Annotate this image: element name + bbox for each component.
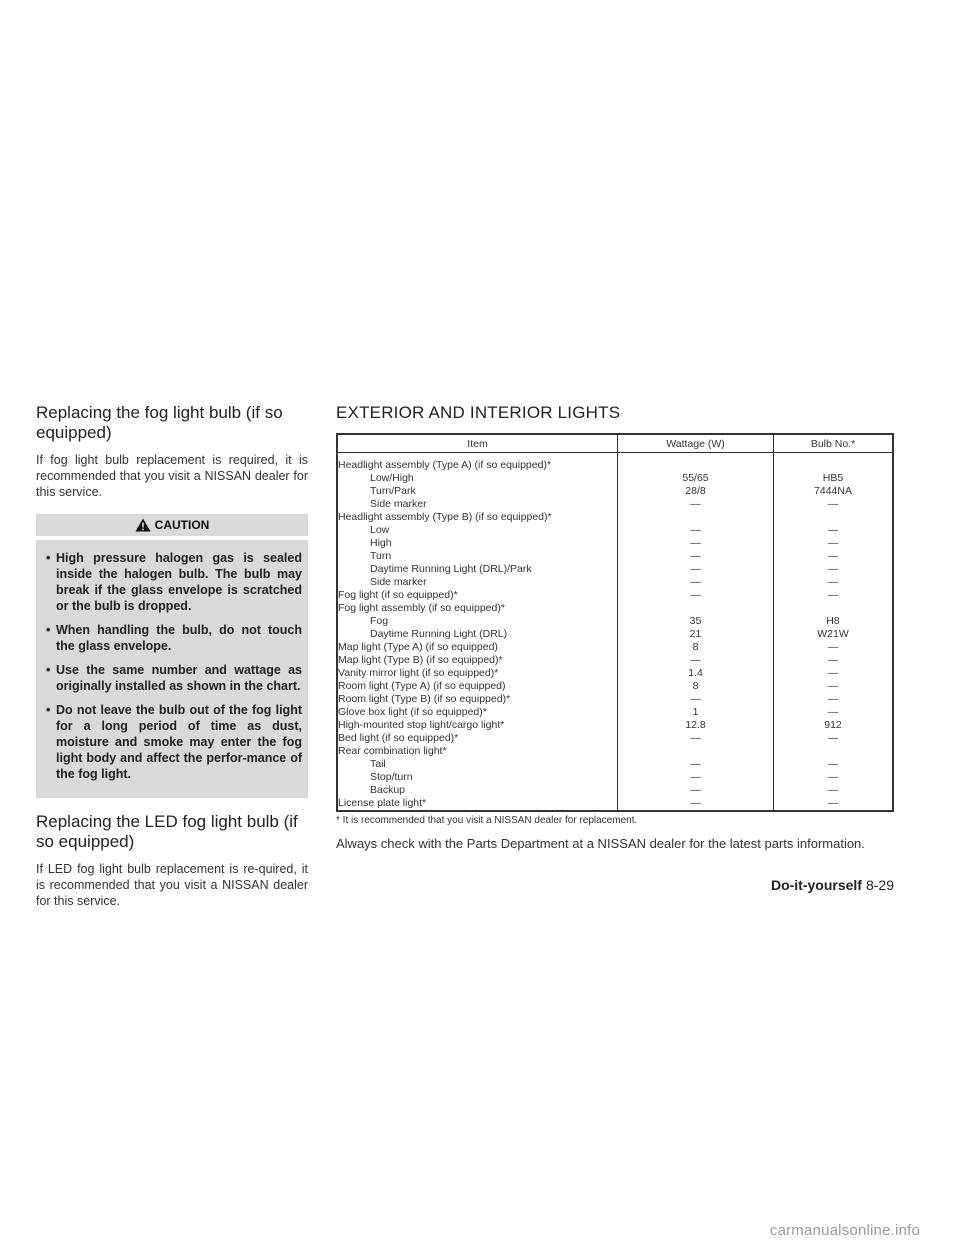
cell-bulb-no: — xyxy=(774,537,894,550)
table-row xyxy=(337,641,893,654)
table-row xyxy=(337,719,893,732)
cell-item: Low xyxy=(370,524,390,536)
table-row xyxy=(337,511,893,524)
cell-wattage xyxy=(618,511,774,524)
table-row xyxy=(337,654,893,667)
led-bulb-text: If LED fog light bulb replacement is re-quired, it is recommended that you visit a NISSAN dealer for this service. xyxy=(36,862,308,908)
table-row xyxy=(337,537,893,550)
cell-item: Glove box light (if so equipped)* xyxy=(338,706,487,718)
page-number: 8-29 xyxy=(865,877,894,893)
table-row xyxy=(337,615,893,628)
column-header-wattage: Wattage (W) xyxy=(618,434,774,453)
cell-bulb-no: — xyxy=(774,797,894,811)
cell-item: Low/High xyxy=(370,472,414,484)
fog-bulb-heading: Replacing the fog light bulb (if so equipped) xyxy=(36,403,283,442)
cell-item: Bed light (if so equipped)* xyxy=(338,732,459,744)
caution-header xyxy=(36,514,308,540)
cell-wattage: — xyxy=(618,563,774,576)
cell-item: Headlight assembly (Type B) (if so equipped)* xyxy=(338,511,552,523)
cell-bulb-no: — xyxy=(774,732,894,745)
cell-bulb-no: — xyxy=(774,576,894,589)
table-row xyxy=(337,706,893,719)
footer-section: Do-it-yourself xyxy=(770,877,862,893)
cell-bulb-no: — xyxy=(774,667,894,680)
table-row xyxy=(337,589,893,602)
table-row xyxy=(337,784,893,797)
cell-item: Room light (Type A) (if so equipped) xyxy=(338,680,506,692)
cell-wattage: 55/65 xyxy=(618,472,774,485)
cell-wattage: 1 xyxy=(618,706,774,719)
cell-item: Map light (Type B) (if so equipped)* xyxy=(338,654,503,666)
table-row xyxy=(337,459,893,472)
section-title: EXTERIOR AND INTERIOR LIGHTS xyxy=(336,403,621,422)
caution-box xyxy=(36,514,308,798)
table-row xyxy=(337,667,893,680)
table-row xyxy=(337,745,893,758)
cell-wattage: — xyxy=(618,771,774,784)
cell-bulb-no: — xyxy=(774,641,894,654)
cell-wattage: 8 xyxy=(618,680,774,693)
bulb-table-body xyxy=(337,453,893,812)
cell-item: Turn/Park xyxy=(370,485,416,497)
cell-bulb-no xyxy=(774,459,894,472)
cell-item: Side marker xyxy=(370,498,427,510)
page-footer xyxy=(771,877,894,893)
warning-icon xyxy=(135,518,151,532)
cell-wattage: — xyxy=(618,693,774,706)
cell-wattage xyxy=(618,602,774,615)
cell-wattage: — xyxy=(618,537,774,550)
table-row xyxy=(337,563,893,576)
cell-wattage: — xyxy=(618,576,774,589)
cell-item: Turn xyxy=(370,550,392,562)
table-row xyxy=(337,576,893,589)
cell-bulb-no xyxy=(774,745,894,758)
cell-item: Fog light assembly (if so equipped)* xyxy=(338,602,505,614)
cell-bulb-no: — xyxy=(774,550,894,563)
cell-bulb-no: — xyxy=(774,693,894,706)
cell-wattage: — xyxy=(618,797,774,811)
cell-bulb-no: HB5 xyxy=(774,472,894,485)
right-column xyxy=(336,403,896,852)
cell-item: Map light (Type A) (if so equipped) xyxy=(338,641,498,653)
cell-bulb-no: — xyxy=(774,758,894,771)
column-header-bulb: Bulb No.* xyxy=(774,434,894,453)
cell-bulb-no: W21W xyxy=(774,628,894,641)
table-row xyxy=(337,732,893,745)
cell-item: Backup xyxy=(370,784,406,796)
cell-bulb-no: 912 xyxy=(774,719,894,732)
cell-wattage: — xyxy=(618,524,774,537)
cell-wattage: 21 xyxy=(618,628,774,641)
cell-item: Daytime Running Light (DRL)/Park xyxy=(370,563,532,575)
table-row xyxy=(337,628,893,641)
cell-item: Rear combination light* xyxy=(338,745,447,757)
table-row xyxy=(337,771,893,784)
cell-bulb-no: 7444NA xyxy=(774,485,894,498)
table-row xyxy=(337,797,893,811)
cell-item: High-mounted stop light/cargo light* xyxy=(338,719,505,731)
cell-wattage: — xyxy=(618,732,774,745)
table-row xyxy=(337,602,893,615)
cell-bulb-no: — xyxy=(774,589,894,602)
cell-item: License plate light* xyxy=(338,797,427,809)
cell-wattage: — xyxy=(618,550,774,563)
cell-bulb-no xyxy=(774,511,894,524)
cell-item: Side marker xyxy=(370,576,427,588)
cell-bulb-no: — xyxy=(774,654,894,667)
led-bulb-heading: Replacing the LED fog light bulb (if so equipped) xyxy=(36,812,298,851)
caution-item: • Use the same number and wattage as originally installed as shown in the chart. xyxy=(46,662,302,694)
cell-wattage: 12.8 xyxy=(618,719,774,732)
watermark: carmanualsonline.info xyxy=(769,1222,920,1239)
table-row xyxy=(337,472,893,485)
cell-wattage: 35 xyxy=(618,615,774,628)
cell-wattage: 1.4 xyxy=(618,667,774,680)
cell-bulb-no: H8 xyxy=(774,615,894,628)
cell-wattage xyxy=(618,745,774,758)
left-column xyxy=(36,403,308,909)
cell-item: Headlight assembly (Type A) (if so equipped)* xyxy=(338,459,552,471)
cell-item: Vanity mirror light (if so equipped)* xyxy=(338,667,499,679)
table-row xyxy=(337,498,893,511)
cell-wattage: — xyxy=(618,654,774,667)
cell-wattage: — xyxy=(618,498,774,511)
cell-bulb-no: — xyxy=(774,680,894,693)
cell-item: Fog xyxy=(370,615,389,627)
table-row xyxy=(337,550,893,563)
cell-bulb-no: — xyxy=(774,563,894,576)
cell-item: Room light (Type B) (if so equipped)* xyxy=(338,693,511,705)
cell-item: Tail xyxy=(370,758,386,770)
cell-bulb-no: — xyxy=(774,784,894,797)
cell-item: Daytime Running Light (DRL) xyxy=(370,628,508,640)
cell-bulb-no: — xyxy=(774,706,894,719)
cell-bulb-no: — xyxy=(774,524,894,537)
caution-item: • When handling the bulb, do not touch the glass envelope. xyxy=(46,622,302,654)
table-row xyxy=(337,758,893,771)
cell-wattage: — xyxy=(618,758,774,771)
table-row xyxy=(337,524,893,537)
caution-label: CAUTION xyxy=(154,518,210,532)
table-row xyxy=(337,485,893,498)
fog-bulb-text: If fog light bulb replacement is required, it is recommended that you visit a NISSAN dealer for this service. xyxy=(36,453,308,499)
cell-wattage: — xyxy=(618,784,774,797)
bulb-table xyxy=(336,433,894,812)
column-header-item: Item xyxy=(337,434,618,453)
table-row xyxy=(337,693,893,706)
parts-info-text: Always check with the Parts Department at a NISSAN dealer for the latest parts information. xyxy=(336,836,865,851)
cell-item: Stop/turn xyxy=(370,771,413,783)
cell-wattage: 28/8 xyxy=(618,485,774,498)
cell-bulb-no: — xyxy=(774,498,894,511)
cell-wattage: — xyxy=(618,589,774,602)
cell-item: High xyxy=(370,537,392,549)
caution-item: • Do not leave the bulb out of the fog light for a long period of time as dust, moisture and smoke may enter the fog light body and affect the perfor-mance of the fog light. xyxy=(46,702,302,782)
cell-wattage xyxy=(618,459,774,472)
cell-wattage: 8 xyxy=(618,641,774,654)
caution-list xyxy=(36,540,308,782)
cell-item: Fog light (if so equipped)* xyxy=(338,589,458,601)
cell-bulb-no: — xyxy=(774,771,894,784)
table-footnote: * It is recommended that you visit a NISSAN dealer for replacement. xyxy=(336,815,638,826)
caution-item: • High pressure halogen gas is sealed inside the halogen bulb. The bulb may break if the glass envelope is scratched or the bulb is dropped. xyxy=(46,550,302,614)
cell-bulb-no xyxy=(774,602,894,615)
table-row xyxy=(337,680,893,693)
